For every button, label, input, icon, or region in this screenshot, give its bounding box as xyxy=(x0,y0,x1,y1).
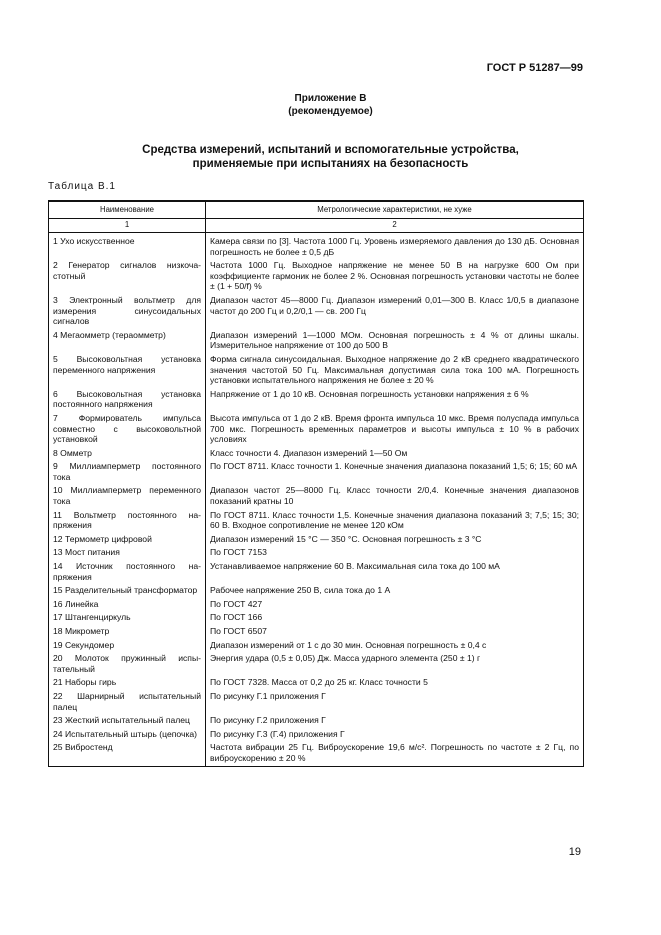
instrument-name-cell: 4 Мегаомметр (тераомметр) xyxy=(49,329,206,353)
table-row xyxy=(49,598,584,612)
instrument-spec-cell: По рисунку Г.3 (Г.4) приложения Г xyxy=(206,728,584,742)
instrument-spec-cell: По ГОСТ 7153 xyxy=(206,546,584,560)
column-number-1: 1 xyxy=(49,219,206,233)
instrument-spec-cell: Камера связи по [3]. Частота 1000 Гц. Уровень измеряемого давления до 130 дБ. Основная погрешность не более ± 0,5 дБ xyxy=(206,233,584,260)
table-row xyxy=(49,233,584,260)
instrument-name-cell: 2 Генератор сигналов низкочастотный xyxy=(49,259,206,294)
page-number: 19 xyxy=(568,846,581,858)
instrument-spec-cell: По ГОСТ 427 xyxy=(206,598,584,612)
instrument-spec-cell: Частота вибрации 25 Гц. Виброускорение 19,6 м/с². Погрешность по частоте ± 2 Гц, по виброускорению ± 20 % xyxy=(206,741,584,766)
table-row xyxy=(49,741,584,766)
instrument-name-cell: 12 Термометр цифровой xyxy=(49,533,206,547)
instrument-spec-cell: Класс точности 4. Диапазон измерений 1—50 Ом xyxy=(206,447,584,461)
table-caption: Таблица В.1 xyxy=(48,181,116,192)
table-row xyxy=(49,652,584,676)
appendix-subtitle: (рекомендуемое) xyxy=(288,106,373,117)
column-header-name: Наименование xyxy=(49,201,206,219)
table-row xyxy=(49,447,584,461)
table-row xyxy=(49,484,584,508)
table-header-row xyxy=(49,201,584,219)
instrument-name-cell: 24 Испытательный штырь (цепочка) xyxy=(49,728,206,742)
instrument-spec-cell: Диапазон измерений от 1 с до 30 мин. Основная погрешность ± 0,4 с xyxy=(206,639,584,653)
table-row xyxy=(49,728,584,742)
instrument-name-cell: 15 Разделительный трансформатор xyxy=(49,584,206,598)
column-number-2: 2 xyxy=(206,219,584,233)
table-row xyxy=(49,676,584,690)
instrument-name-cell: 5 Высоковольтная установка переменного напряжения xyxy=(49,353,206,388)
section-heading xyxy=(0,143,661,171)
instrument-spec-cell: Устанавливаемое напряжение 60 В. Максимальная сила тока до 100 мА xyxy=(206,560,584,584)
table-column-number-row xyxy=(49,219,584,233)
instrument-spec-cell: Напряжение от 1 до 10 кВ. Основная погрешность установки напряжения ± 6 % xyxy=(206,388,584,412)
instrument-name-cell: 20 Молоток пружинный испытательный xyxy=(49,652,206,676)
table-row xyxy=(49,412,584,447)
instrument-name-cell: 6 Высоковольтная установка постоянного напряжения xyxy=(49,388,206,412)
table-row xyxy=(49,611,584,625)
document-code: ГОСТ Р 51287—99 xyxy=(486,62,583,74)
instrument-name-cell: 22 Шарнирный испытательный палец xyxy=(49,690,206,714)
heading-line-1: Средства измерений, испытаний и вспомогательные устройства, xyxy=(142,144,519,156)
instrument-name-cell: 23 Жесткий испытательный палец xyxy=(49,714,206,728)
instrument-name-cell: 16 Линейка xyxy=(49,598,206,612)
instrument-spec-cell: Высота импульса от 1 до 2 кВ. Время фронта импульса 10 мкс. Время полуспада импульса 700 мкс. Погрешность временных параметров и высоты импульса ± 10 % в рабочих условиях xyxy=(206,412,584,447)
instrument-spec-cell: По ГОСТ 8711. Класс точности 1. Конечные значения диапазона показаний 1,5; 6; 15; 60 мА xyxy=(206,460,584,484)
table-row xyxy=(49,584,584,598)
instrument-spec-cell: По рисунку Г.1 приложения Г xyxy=(206,690,584,714)
instrument-spec-cell: Диапазон частот 45—8000 Гц. Диапазон измерений 0,01—300 В. Класс 1/0,5 в диапазоне частот до 200 Гц и 0,2/0,1 — св. 200 Гц xyxy=(206,294,584,329)
table-row xyxy=(49,690,584,714)
table-row xyxy=(49,259,584,294)
instrument-spec-cell: Рабочее напряжение 250 В, сила тока до 1 А xyxy=(206,584,584,598)
table-row xyxy=(49,509,584,533)
instrument-spec-cell: По рисунку Г.2 приложения Г xyxy=(206,714,584,728)
table-row xyxy=(49,460,584,484)
table-row xyxy=(49,294,584,329)
table-row xyxy=(49,388,584,412)
instrument-name-cell: 3 Электронный вольтметр для измерения синусоидальных сигналов xyxy=(49,294,206,329)
instrument-spec-cell: По ГОСТ 7328. Масса от 0,2 до 25 кг. Класс точности 5 xyxy=(206,676,584,690)
instrument-name-cell: 17 Штангенциркуль xyxy=(49,611,206,625)
instrument-name-cell: 18 Микрометр xyxy=(49,625,206,639)
instrument-name-cell: 1 Ухо искусственное xyxy=(49,233,206,260)
instruments-table xyxy=(48,200,584,767)
table-row xyxy=(49,546,584,560)
instrument-spec-cell: Форма сигнала синусоидальная. Выходное напряжение до 2 кВ среднего квадратического значения частотой 50 Гц. Максимальная допустимая сила тока 100 мА. Погрешность установки испытательного напряжения не более ± 20 % xyxy=(206,353,584,388)
instrument-spec-cell: Диапазон частот 25—8000 Гц. Класс точности 2/0,4. Конечные значения диапазонов показаний кратны 10 xyxy=(206,484,584,508)
instrument-name-cell: 19 Секундомер xyxy=(49,639,206,653)
instrument-name-cell: 14 Источник постоянного напряжения xyxy=(49,560,206,584)
instrument-spec-cell: Энергия удара (0,5 ± 0,05) Дж. Масса ударного элемента (250 ± 1) г xyxy=(206,652,584,676)
column-header-spec: Метрологические характеристики, не хуже xyxy=(206,201,584,219)
instrument-name-cell: 7 Формирователь импульса совместно с высоковольтной установкой xyxy=(49,412,206,447)
table-row xyxy=(49,533,584,547)
instrument-spec-cell: По ГОСТ 6507 xyxy=(206,625,584,639)
table-row xyxy=(49,639,584,653)
table-row xyxy=(49,625,584,639)
instrument-spec-cell: По ГОСТ 166 xyxy=(206,611,584,625)
heading-line-2: применяемые при испытаниях на безопасность xyxy=(192,158,469,170)
table-body xyxy=(49,233,584,767)
instrument-name-cell: 13 Мост питания xyxy=(49,546,206,560)
appendix-title: Приложение В xyxy=(294,93,367,104)
instrument-spec-cell: Диапазон измерений 15 °С — 350 °С. Основная погрешность ± 3 °С xyxy=(206,533,584,547)
instrument-name-cell: 11 Вольтметр постоянного напряжения xyxy=(49,509,206,533)
instrument-name-cell: 8 Омметр xyxy=(49,447,206,461)
instrument-name-cell: 21 Наборы гирь xyxy=(49,676,206,690)
appendix-heading xyxy=(0,92,661,118)
instrument-spec-cell: Диапазон измерений 1—1000 МОм. Основная погрешность ± 4 % от длины шкалы. Измерительное напряжение от 100 до 500 В xyxy=(206,329,584,353)
table-row xyxy=(49,560,584,584)
instrument-name-cell: 10 Миллиамперметр переменного тока xyxy=(49,484,206,508)
table-row xyxy=(49,329,584,353)
instrument-name-cell: 9 Миллиамперметр постоянного тока xyxy=(49,460,206,484)
table-row xyxy=(49,714,584,728)
instrument-spec-cell: По ГОСТ 8711. Класс точности 1,5. Конечные значения диапазона показаний 3; 7,5; 15; 30; 60 В. Входное сопротивление не менее 120 кОм xyxy=(206,509,584,533)
instrument-spec-cell: Частота 1000 Гц. Выходное напряжение не менее 50 В на нагрузке 600 Ом при коэффициенте гармоник не более 2 %. Основная погрешность установки частоты не более ± (1 + 50/f) % xyxy=(206,259,584,294)
instrument-name-cell: 25 Вибростенд xyxy=(49,741,206,766)
table-row xyxy=(49,353,584,388)
